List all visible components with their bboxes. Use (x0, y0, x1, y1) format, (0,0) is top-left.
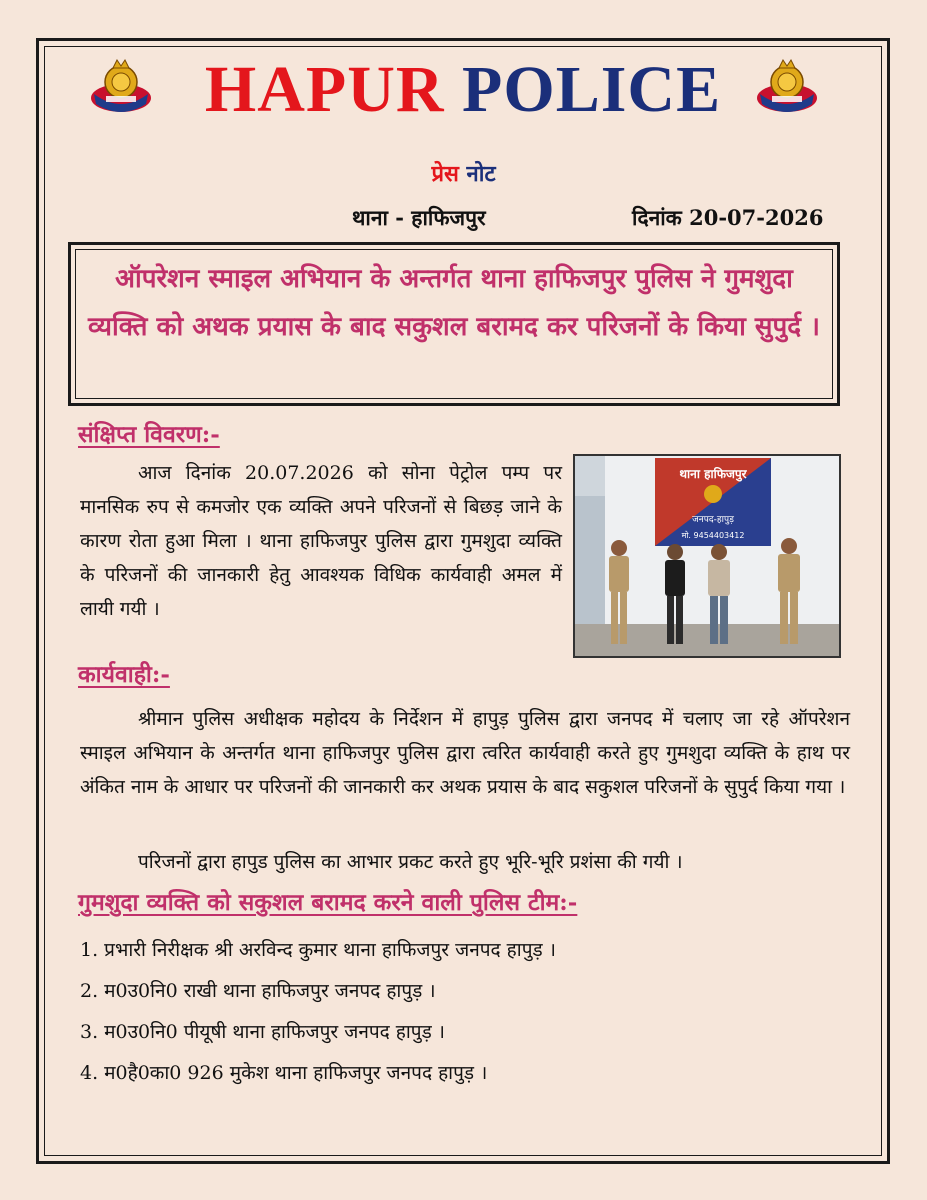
action-paragraph: श्रीमान पुलिस अधीक्षक महोदय के निर्देशन में हापुड़ पुलिस द्वारा जनपद में चलाए जा रहे ऑपरेशन स्माइल अभियान के अन्तर्गत थाना हाफिजपुर पुलिस द्वारा त्वरित कार्यवाही करते हुए गुमशुदा व्यक्ति के हाथ पर अंकित नाम के आधार पर परिजनों की जानकारी कर अथक प्रयास के बाद सकुशल परिजनों के सुपुर्द किया गया । (80, 708, 850, 798)
headline-box (68, 242, 840, 406)
action-heading: कार्यवाही:- (78, 661, 170, 688)
sign-text-district: जनपद-हापुड़ (692, 515, 734, 525)
date-label: दिनांक 20-07-2026 (632, 205, 824, 230)
press-note-word1: प्रेस (431, 161, 459, 187)
list-item: 3. म0उ0नि0 पीयूषी थाना हाफिजपुर जनपद हापुड़ । (80, 1021, 446, 1043)
masthead-word-hapur: HAPUR (204, 53, 445, 126)
list-item: 2. म0उ0नि0 राखी थाना हाफिजपुर जनपद हापुड़ । (80, 980, 436, 1002)
summary-heading: संक्षिप्त विवरण:- (78, 421, 220, 448)
press-note-word2: नोट (466, 161, 496, 187)
gratitude-paragraph: परिजनों द्वारा हापुड पुलिस का आभार प्रकट करते हुए भूरि-भूरि प्रशंसा की गयी । (138, 851, 683, 873)
press-note-label (0, 158, 927, 188)
masthead-title (60, 50, 866, 130)
summary-paragraph: आज दिनांक 20.07.2026 को सोना पेट्रोल पम्प पर मानसिक रुप से कमजोर एक व्यक्ति अपने परिजनों से बिछड़ जाने के कारण रोता हुआ मिला । थाना हाफिजपुर पुलिस द्वारा गुमशुदा व्यक्ति के परिजनों की जानकारी हेतु आवश्यक विधिक कार्यवाही अमल में लायी गयी । (80, 462, 562, 620)
sign-text-phone: मो. 9454403412 (681, 531, 745, 540)
team-heading: गुमशुदा व्यक्ति को सकुशल बरामद करने वाली पुलिस टीम:- (78, 889, 578, 916)
team-list (80, 930, 850, 1094)
headline-text: ऑपरेशन स्माइल अभियान के अन्तर्गत थाना हाफिजपुर पुलिस ने गुमशुदा व्यक्ति को अथक प्रयास के बाद सकुशल बरामद कर परिजनों के किया सुपुर्द । (88, 264, 820, 342)
list-item: 1. प्रभारी निरीक्षक श्री अरविन्द कुमार थाना हाफिजपुर जनपद हापुड़ । (80, 939, 556, 961)
masthead-word-police: POLICE (462, 53, 722, 126)
police-station-label: थाना - हाफिजपुर (352, 205, 486, 230)
sign-text-station: थाना हाफिजपुर (679, 467, 747, 481)
list-item: 4. म0है0का0 926 मुकेश थाना हाफिजपुर जनपद हापुड़ । (80, 1062, 488, 1084)
police-team-photo (573, 454, 841, 658)
